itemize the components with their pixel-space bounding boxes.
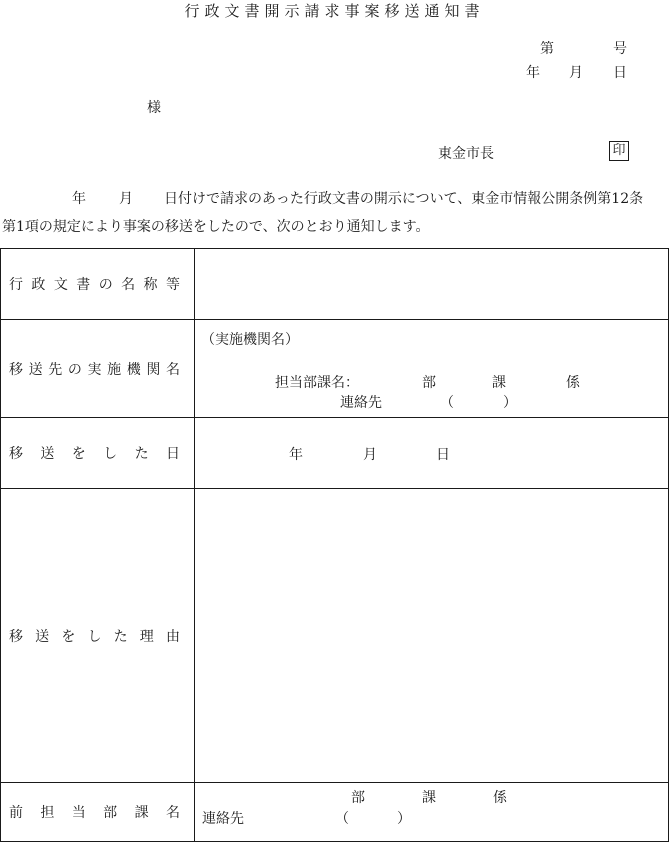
label-char: 先 (48, 361, 63, 378)
label-char: 送 (40, 446, 55, 462)
label-char: 関 (146, 361, 161, 378)
label-char: 担 (40, 805, 55, 821)
label-char: 名 (121, 277, 136, 293)
table-row-transfer-reason (1, 489, 669, 783)
tanto-label: 担当部課名： (275, 375, 359, 391)
value-transfer-date[interactable] (195, 418, 669, 489)
label-char: を (61, 628, 76, 645)
label-char: 由 (165, 628, 180, 645)
prev-kakari-label: 係 (493, 790, 507, 806)
number-go: 号 (613, 41, 627, 57)
date-month: 月 (363, 447, 377, 463)
value-transfer-reason[interactable] (195, 489, 669, 783)
table-row-document-name (1, 249, 669, 320)
kakari-label: 係 (566, 375, 580, 391)
label-char: し (103, 446, 118, 462)
agency-details (195, 320, 668, 417)
label-chars (1, 802, 194, 822)
header-date-month: 月 (569, 65, 583, 81)
label-char: 日 (165, 446, 180, 462)
table-row-previous-dept (1, 783, 669, 842)
prev-renraku-label: 連絡先 (202, 811, 244, 827)
header-date-day: 日 (613, 65, 627, 81)
document-title: 行政文書開示請求事案移送通知書 (184, 2, 485, 20)
label-char: 前 (9, 805, 23, 821)
label-char: 行 (9, 277, 23, 293)
table-row-transfer-date (1, 418, 669, 489)
prev-bu-label: 部 (351, 790, 365, 806)
value-document-name[interactable] (195, 249, 669, 320)
notice-table (0, 248, 669, 842)
value-transfer-agency[interactable] (195, 320, 669, 418)
label-char: し (87, 628, 102, 645)
label-char: 理 (139, 628, 154, 645)
date-fields (195, 418, 668, 488)
label-char: 名 (165, 805, 180, 821)
label-char: 課 (134, 805, 149, 821)
label-transfer-agency (1, 320, 195, 418)
label-char: 称 (143, 277, 158, 293)
label-chars (1, 274, 194, 294)
label-char: 施 (107, 361, 122, 378)
body-year: 年 (72, 191, 86, 207)
prev-paren-open: （ (335, 811, 349, 827)
renraku-label: 連絡先 (340, 395, 382, 411)
header-date-year: 年 (526, 65, 540, 81)
body-rest: 日付けで請求のあった行政文書の開示について、東金市情報公開条例第12条 (164, 191, 644, 207)
prev-paren-close: ） (397, 811, 411, 827)
label-char: 移 (9, 361, 23, 378)
label-char: 機 (126, 361, 141, 378)
label-char: 実 (87, 361, 102, 378)
previous-dept-details (195, 783, 668, 841)
label-char: 送 (35, 628, 50, 645)
label-chars (1, 359, 194, 379)
label-previous-dept (1, 783, 195, 842)
label-char: た (113, 628, 128, 645)
label-char: 文 (53, 277, 68, 293)
ka-label: 課 (492, 375, 506, 391)
seal-stamp: 印 (609, 141, 629, 161)
sender-name: 東金市長 (438, 146, 494, 162)
label-char: 政 (31, 277, 46, 293)
label-char: 等 (165, 277, 180, 293)
date-day: 日 (436, 447, 450, 463)
label-char: の (98, 277, 113, 293)
agency-label: （実施機関名） (201, 332, 299, 348)
label-chars (1, 626, 194, 646)
label-char: 送 (28, 361, 43, 378)
number-dai: 第 (540, 41, 554, 57)
label-char: 部 (103, 805, 118, 821)
label-transfer-date (1, 418, 195, 489)
bu-label: 部 (422, 375, 436, 391)
label-transfer-reason (1, 489, 195, 783)
prev-ka-label: 課 (422, 790, 436, 806)
label-char: 書 (76, 277, 91, 293)
body-line-2: 第1項の規定により事案の移送をしたので、次のとおり通知します。 (2, 219, 430, 235)
label-char: 移 (9, 446, 23, 462)
label-chars (1, 443, 194, 463)
label-document-name (1, 249, 195, 320)
label-char: を (71, 446, 86, 462)
label-char: 移 (9, 628, 23, 645)
date-year: 年 (289, 447, 303, 463)
paren-close: ） (503, 395, 517, 411)
paren-open: （ (440, 395, 454, 411)
body-month: 月 (119, 191, 133, 207)
value-previous-dept[interactable] (195, 783, 669, 842)
label-char: 名 (166, 361, 180, 378)
addressee-sama: 様 (147, 100, 161, 116)
table-row-transfer-agency (1, 320, 669, 418)
label-char: た (134, 446, 149, 462)
label-char: の (67, 361, 82, 378)
label-char: 当 (71, 805, 86, 821)
